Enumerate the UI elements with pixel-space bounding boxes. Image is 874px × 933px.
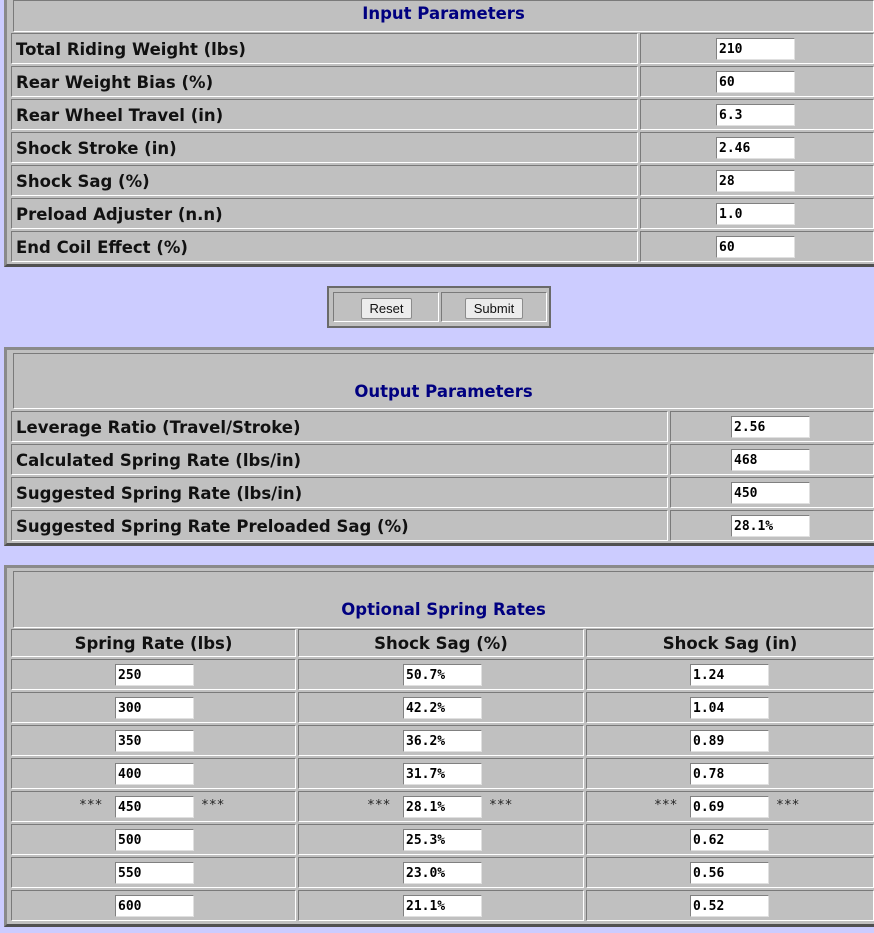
output-label-calculated-spring-rate-lbs-in: Calculated Spring Rate (lbs/in) [11, 444, 668, 475]
shock-sag-inches-field[interactable] [690, 664, 769, 686]
shock-sag-inches-field[interactable] [690, 829, 769, 851]
reset-button-cell [333, 292, 439, 322]
output-value-cell [670, 477, 874, 508]
shock-sag-percent-field[interactable] [403, 895, 482, 917]
spring-rate-cell [11, 758, 296, 789]
spring-rate-cell [11, 659, 296, 690]
shock-sag-inches-field[interactable] [690, 895, 769, 917]
spring-rate-cell [11, 692, 296, 723]
input-label-shock-sag: Shock Sag (%) [11, 165, 638, 196]
shock-sag-percent-field[interactable] [403, 796, 482, 818]
shock-sag-inches-field[interactable] [690, 730, 769, 752]
output-field-suggested-spring-rate-lbs-in[interactable] [731, 482, 810, 504]
marker-left: *** [367, 798, 391, 813]
shock-sag-percent-field[interactable] [403, 862, 482, 884]
shock-sag-inches-cell [586, 758, 874, 789]
input-value-cell [640, 165, 874, 196]
shock-sag-percent-field[interactable] [403, 730, 482, 752]
shock-sag-percent-cell [298, 824, 584, 855]
spring-rate-field[interactable] [115, 862, 194, 884]
output-value-cell [670, 411, 874, 442]
reset-button[interactable]: Reset [361, 298, 412, 319]
spring-rate-field[interactable] [115, 895, 194, 917]
shock-sag-inches-cell [586, 890, 874, 921]
output-field-calculated-spring-rate-lbs-in[interactable] [731, 449, 810, 471]
marker-left: *** [79, 798, 103, 813]
spring-rate-cell [11, 857, 296, 888]
input-field-preload-adjuster-n-n[interactable] [716, 203, 795, 225]
spring-rate-cell [11, 824, 296, 855]
submit-button[interactable]: Submit [465, 298, 523, 319]
header-spring-rate: Spring Rate (lbs) [11, 629, 296, 657]
input-label-end-coil-effect: End Coil Effect (%) [11, 231, 638, 262]
input-value-cell [640, 132, 874, 163]
header-shock-sag-percent: Shock Sag (%) [298, 629, 584, 657]
shock-sag-percent-field[interactable] [403, 697, 482, 719]
shock-sag-percent-field[interactable] [403, 763, 482, 785]
spring-rate-field[interactable] [115, 763, 194, 785]
input-field-shock-stroke-in[interactable] [716, 137, 795, 159]
output-label-suggested-spring-rate-preloaded-sag: Suggested Spring Rate Preloaded Sag (%) [11, 510, 668, 541]
shock-sag-inches-field[interactable] [690, 697, 769, 719]
output-field-leverage-ratio-travel-stroke[interactable] [731, 416, 810, 438]
input-field-end-coil-effect[interactable] [716, 236, 795, 258]
shock-sag-inches-field[interactable] [690, 862, 769, 884]
submit-button-cell [441, 292, 547, 322]
shock-sag-percent-cell [298, 725, 584, 756]
output-parameters-title: Output Parameters [13, 353, 874, 409]
output-value-cell [670, 444, 874, 475]
marker-left: *** [654, 798, 678, 813]
shock-sag-percent-cell [298, 692, 584, 723]
spring-rate-cell [11, 725, 296, 756]
shock-sag-percent-field[interactable] [403, 829, 482, 851]
input-parameters-panel [4, 0, 874, 267]
shock-sag-inches-field[interactable] [690, 763, 769, 785]
form-buttons-bar [327, 286, 551, 328]
spring-rate-field[interactable] [115, 664, 194, 686]
output-label-suggested-spring-rate-lbs-in: Suggested Spring Rate (lbs/in) [11, 477, 668, 508]
optional-spring-rates-panel [4, 565, 874, 927]
shock-sag-percent-field[interactable] [403, 664, 482, 686]
shock-sag-percent-cell [298, 890, 584, 921]
input-label-total-riding-weight-lbs: Total Riding Weight (lbs) [11, 33, 638, 64]
output-parameters-panel [4, 347, 874, 546]
shock-sag-percent-cell [298, 758, 584, 789]
output-field-suggested-spring-rate-preloaded-sag[interactable] [731, 515, 810, 537]
shock-sag-inches-cell [586, 725, 874, 756]
output-value-cell [670, 510, 874, 541]
input-field-rear-wheel-travel-in[interactable] [716, 104, 795, 126]
shock-sag-percent-cell [298, 659, 584, 690]
shock-sag-inches-field[interactable] [690, 796, 769, 818]
input-field-rear-weight-bias[interactable] [716, 71, 795, 93]
shock-sag-inches-cell [586, 692, 874, 723]
input-value-cell [640, 33, 874, 64]
spring-rate-field[interactable] [115, 796, 194, 818]
header-shock-sag-inches: Shock Sag (in) [586, 629, 874, 657]
spring-rate-field[interactable] [115, 730, 194, 752]
marker-right: *** [201, 798, 225, 813]
input-value-cell [640, 99, 874, 130]
spring-rate-field[interactable] [115, 829, 194, 851]
optional-spring-rates-title: Optional Spring Rates [13, 571, 874, 628]
shock-sag-inches-cell [586, 791, 874, 822]
output-label-leverage-ratio-travel-stroke: Leverage Ratio (Travel/Stroke) [11, 411, 668, 442]
marker-right: *** [776, 798, 800, 813]
input-parameters-title: Input Parameters [13, 0, 874, 32]
shock-sag-percent-cell [298, 791, 584, 822]
spring-rate-field[interactable] [115, 697, 194, 719]
shock-sag-percent-cell [298, 857, 584, 888]
input-label-preload-adjuster-n-n: Preload Adjuster (n.n) [11, 198, 638, 229]
input-value-cell [640, 231, 874, 262]
shock-sag-inches-cell [586, 659, 874, 690]
input-value-cell [640, 66, 874, 97]
input-field-total-riding-weight-lbs[interactable] [716, 38, 795, 60]
shock-sag-inches-cell [586, 824, 874, 855]
shock-sag-inches-cell [586, 857, 874, 888]
input-label-shock-stroke-in: Shock Stroke (in) [11, 132, 638, 163]
marker-right: *** [489, 798, 513, 813]
input-label-rear-weight-bias: Rear Weight Bias (%) [11, 66, 638, 97]
spring-rate-cell [11, 791, 296, 822]
input-field-shock-sag[interactable] [716, 170, 795, 192]
input-label-rear-wheel-travel-in: Rear Wheel Travel (in) [11, 99, 638, 130]
input-value-cell [640, 198, 874, 229]
spring-rate-cell [11, 890, 296, 921]
